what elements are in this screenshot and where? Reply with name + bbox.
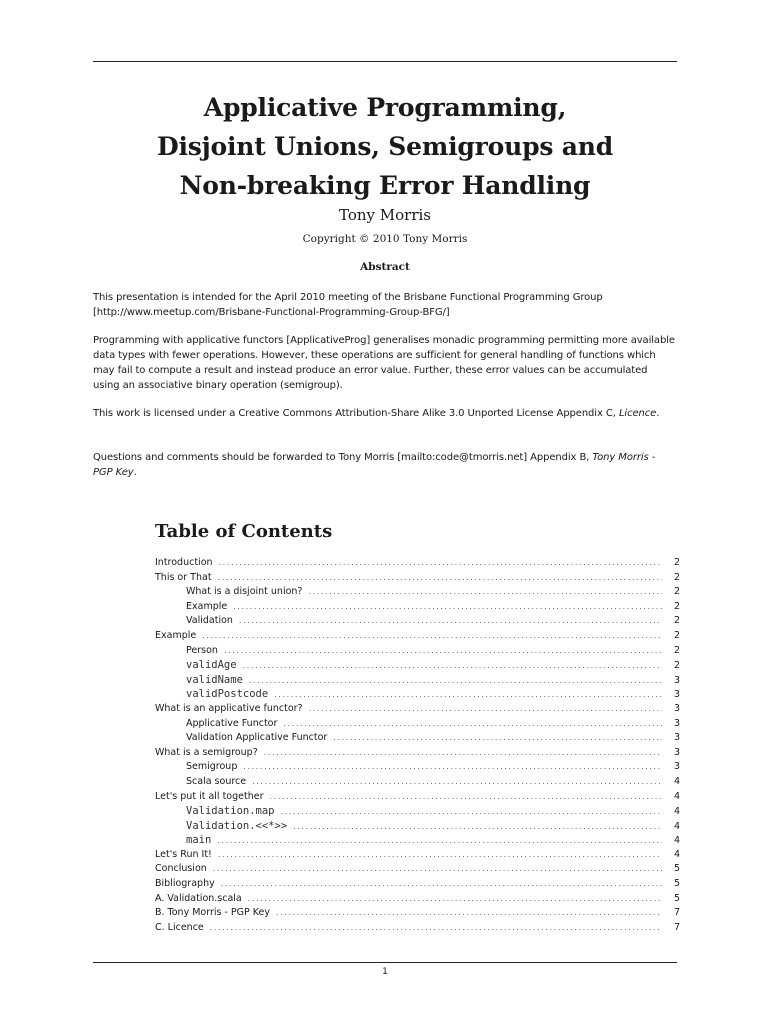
toc-entry[interactable]	[155, 731, 680, 746]
copyright-notice: Copyright © 2010 Tony Morris	[302, 233, 468, 245]
toc-leader-dots	[213, 862, 662, 877]
toc-entry-page[interactable]: 3	[673, 746, 680, 758]
license-end: .	[656, 408, 660, 419]
toc-entry-label[interactable]: What is a disjoint union?	[186, 586, 303, 598]
toc-entry-label[interactable]: What is a semigroup?	[155, 746, 258, 758]
top-rule	[93, 61, 677, 62]
toc-leader-dots	[219, 556, 662, 571]
toc-entry-page[interactable]: 4	[673, 790, 680, 802]
toc-entry[interactable]	[155, 556, 680, 571]
toc-leader-dots	[239, 614, 662, 629]
toc-entry-label[interactable]: validAge	[186, 659, 237, 672]
toc-leader-dots	[333, 731, 662, 746]
abstract-paragraph-summary: Programming with applicative functors [ApplicativeProg] generalises monadic programming permitting more available data types with fewer operations. However, these operations are sufficient for general handling of functions which may fail to compute a result and instead produce an error value. Further, these error values can be accumulated using an associative binary operation (semigroup).	[93, 335, 675, 391]
toc-leader-dots	[264, 746, 662, 761]
toc-entry-label[interactable]: Person	[186, 644, 218, 656]
toc-entry[interactable]	[155, 760, 680, 775]
toc-leader-dots	[202, 629, 662, 644]
toc-entry-label[interactable]: validPostcode	[186, 688, 269, 701]
toc-entry-label[interactable]: Scala source	[186, 775, 247, 787]
document-title	[93, 88, 677, 205]
toc-entry-page[interactable]: 7	[673, 921, 680, 933]
toc-entry[interactable]	[155, 775, 680, 790]
toc-entry-page[interactable]: 2	[673, 600, 680, 612]
toc-entry-page[interactable]: 3	[673, 689, 680, 701]
toc-entry[interactable]	[155, 892, 680, 907]
license-text: This work is licensed under a Creative Commons Attribution-Share Alike 3.0 Unported License Appendix C,	[93, 408, 619, 419]
contact-end: .	[133, 467, 137, 478]
toc-entry-page[interactable]: 2	[673, 644, 680, 656]
toc-entry-page[interactable]: 3	[673, 717, 680, 729]
toc-entry-page[interactable]: 2	[673, 629, 680, 641]
toc-leader-dots	[308, 585, 662, 600]
toc-leader-dots	[249, 674, 662, 689]
toc-entry-label[interactable]: Example	[186, 600, 228, 612]
pgp-key-link[interactable]: Tony Morris - PGP Key	[93, 452, 656, 478]
toc-entry-page[interactable]: 4	[673, 775, 680, 787]
toc-entry[interactable]	[155, 921, 680, 936]
toc-leader-dots	[233, 600, 662, 615]
toc-entry[interactable]	[155, 906, 680, 921]
bottom-rule	[93, 962, 677, 963]
toc-entry-label[interactable]: Validation Applicative Functor	[186, 732, 328, 744]
toc-leader-dots	[281, 805, 662, 820]
title-line: Disjoint Unions, Semigroups and	[156, 132, 614, 161]
toc-leader-dots	[218, 848, 662, 863]
abstract-paragraph-intro: This presentation is intended for the April 2010 meeting of the Brisbane Functional Programming Group [http://www.meetup.com/Brisbane-Functional-Programming-Group-BFG/]	[93, 292, 603, 318]
toc-entry-label[interactable]: C. Licence	[155, 921, 204, 933]
toc-entry-page[interactable]: 3	[673, 702, 680, 714]
toc-entry-label[interactable]: Validation	[186, 615, 233, 627]
toc-entry-page[interactable]: 2	[673, 660, 680, 672]
licence-link[interactable]: Licence	[618, 408, 657, 419]
toc-entry-label[interactable]: Introduction	[155, 557, 213, 568]
toc-leader-dots	[221, 877, 662, 892]
table-of-contents	[155, 556, 680, 935]
toc-leader-dots	[274, 688, 662, 703]
toc-entry-page[interactable]: 4	[673, 806, 680, 818]
toc-entry-label[interactable]: Conclusion	[155, 863, 207, 875]
toc-entry[interactable]	[155, 790, 680, 805]
toc-leader-dots	[293, 820, 662, 835]
toc-entry[interactable]	[155, 746, 680, 761]
toc-entry-page[interactable]: 2	[673, 615, 680, 627]
toc-leader-dots	[270, 790, 663, 805]
toc-leader-dots	[224, 644, 662, 659]
toc-entry-label[interactable]: main	[186, 834, 212, 847]
toc-entry-label[interactable]: Semigroup	[186, 761, 238, 773]
toc-entry-page[interactable]: 4	[673, 820, 680, 832]
toc-entry[interactable]	[155, 644, 680, 659]
toc-entry[interactable]	[155, 658, 680, 673]
toc-entry[interactable]	[155, 862, 680, 877]
toc-entry-page[interactable]: 2	[673, 571, 680, 583]
toc-entry-page[interactable]: 4	[673, 848, 680, 860]
toc-entry[interactable]	[155, 673, 680, 688]
toc-entry-label[interactable]: This or That	[155, 571, 212, 583]
toc-entry-label[interactable]: Applicative Functor	[186, 717, 278, 729]
toc-leader-dots	[309, 702, 662, 717]
toc-leader-dots	[248, 892, 662, 907]
toc-entry[interactable]	[155, 600, 680, 615]
toc-entry[interactable]	[155, 804, 680, 819]
toc-leader-dots	[243, 659, 662, 674]
toc-leader-dots	[218, 571, 662, 586]
toc-entry-page[interactable]: 3	[673, 674, 680, 686]
toc-leader-dots	[283, 717, 662, 732]
toc-entry-page[interactable]: 2	[673, 557, 680, 568]
toc-entry-page[interactable]: 4	[673, 835, 680, 847]
title-line: Non-breaking Error Handling	[179, 171, 591, 200]
toc-entry[interactable]	[155, 585, 680, 600]
toc-entry-label[interactable]: Validation.<<*>>	[186, 819, 288, 832]
contact-text: Questions and comments should be forwarded to Tony Morris [mailto:code@tmorris.net] Appendix B,	[93, 452, 593, 463]
toc-entry-label[interactable]: B. Tony Morris - PGP Key	[155, 907, 270, 919]
toc-entry[interactable]	[155, 614, 680, 629]
toc-entry[interactable]	[155, 702, 680, 717]
toc-entry-label[interactable]: Example	[155, 629, 197, 641]
abstract-paragraph-contact	[93, 450, 677, 480]
toc-entry[interactable]	[155, 877, 680, 892]
toc-entry-label[interactable]: validName	[186, 673, 243, 686]
toc-entry[interactable]	[155, 687, 680, 702]
toc-entry-page[interactable]: 3	[673, 732, 680, 744]
toc-leader-dots	[217, 834, 662, 849]
title-line: Applicative Programming,	[203, 93, 567, 122]
toc-entry-label[interactable]: Bibliography	[155, 878, 215, 890]
toc-heading: Table of Contents	[155, 521, 333, 542]
toc-entry-label[interactable]: A. Validation.scala	[155, 892, 242, 904]
toc-entry-page[interactable]: 5	[673, 878, 680, 890]
toc-leader-dots	[243, 760, 662, 775]
toc-leader-dots	[252, 775, 662, 790]
toc-leader-dots	[276, 906, 662, 921]
toc-entry[interactable]	[155, 819, 680, 834]
abstract-paragraph-license	[93, 406, 677, 421]
toc-entry-page[interactable]: 5	[673, 863, 680, 875]
toc-entry[interactable]	[155, 629, 680, 644]
toc-entry-page[interactable]: 5	[673, 892, 680, 904]
toc-entry-label[interactable]: What is an applicative functor?	[155, 702, 303, 714]
page-number: 1	[382, 967, 388, 977]
toc-entry-label[interactable]: Let's Run It!	[155, 848, 212, 860]
toc-entry[interactable]	[155, 833, 680, 848]
toc-entry-page[interactable]: 7	[673, 907, 680, 919]
toc-entry-page[interactable]: 2	[673, 586, 680, 598]
author-name: Tony Morris	[339, 206, 431, 224]
toc-leader-dots	[210, 921, 662, 936]
toc-entry-page[interactable]: 3	[673, 761, 680, 773]
abstract-heading: Abstract	[360, 261, 410, 273]
toc-entry-label[interactable]: Let's put it all together	[155, 790, 264, 802]
toc-entry[interactable]	[155, 717, 680, 732]
toc-entry-label[interactable]: Validation.map	[186, 805, 275, 818]
toc-entry[interactable]	[155, 571, 680, 586]
toc-entry[interactable]	[155, 848, 680, 863]
